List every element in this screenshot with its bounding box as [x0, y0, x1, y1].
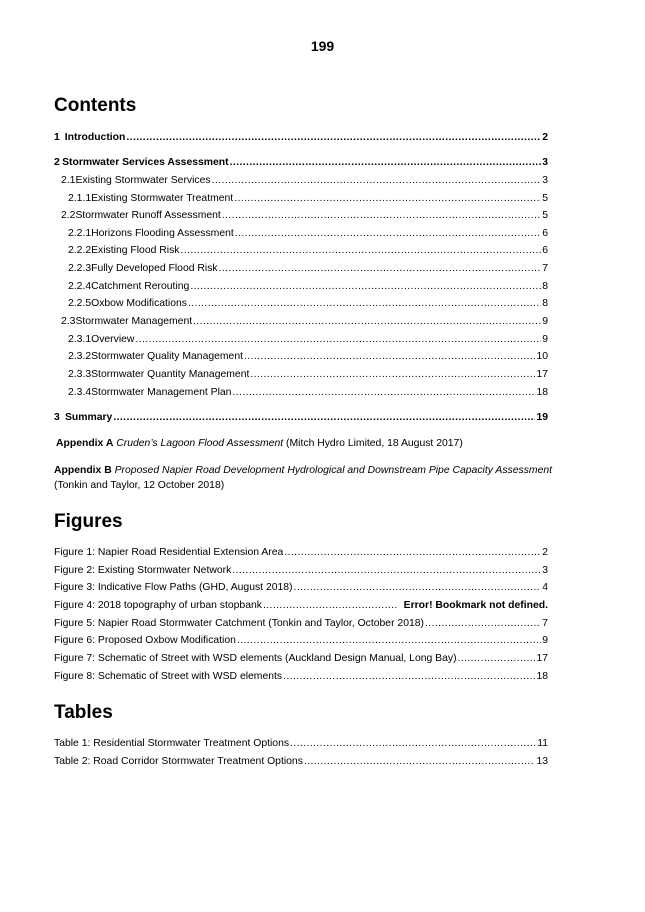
table-title: Table 1: Residential Stormwater Treatment Options	[54, 738, 290, 749]
toc-entry-2[interactable]	[54, 157, 548, 169]
toc-number: 2.3.2	[68, 351, 92, 362]
toc-page: 19	[536, 412, 548, 423]
dot-leader	[237, 635, 541, 647]
toc-title: Stormwater Management	[75, 316, 193, 327]
toc-page: 6	[542, 245, 548, 256]
toc-page: 17	[536, 369, 548, 380]
toc-entry-2-1-1[interactable]	[54, 193, 548, 205]
toc-page: 7	[542, 263, 548, 274]
toc-number: 2.2.2	[68, 245, 92, 256]
table-title: Table 2: Road Corridor Stormwater Treatment Options	[54, 756, 303, 767]
dot-leader	[284, 547, 541, 559]
toc-title: Existing Stormwater Services	[75, 175, 211, 186]
contents-heading: Contents	[54, 95, 137, 116]
toc-title: Stormwater Quality Management	[91, 351, 244, 362]
figure-page: 3	[542, 565, 548, 576]
toc-number: 1	[54, 132, 60, 143]
appendix-b	[54, 463, 592, 493]
figure-title: Figure 3: Indicative Flow Paths (GHD, August 2018)	[54, 582, 293, 593]
figure-title: Figure 4: 2018 topography of urban stopbank	[54, 600, 262, 611]
toc-number: 2.3.3	[68, 369, 92, 380]
toc-page: 9	[542, 316, 548, 327]
figure-page: 17	[536, 653, 548, 664]
figure-title: Figure 2: Existing Stormwater Network	[54, 565, 232, 576]
bookmark-error: Error! Bookmark not defined.	[403, 600, 548, 611]
toc-page: 6	[542, 228, 548, 239]
dot-leader	[180, 245, 541, 257]
figure-page: 2	[542, 547, 548, 558]
toc-number: 2.3	[61, 316, 76, 327]
figure-entry[interactable]	[54, 547, 548, 559]
toc-title: Stormwater Quantity Management	[91, 369, 250, 380]
figure-page: 7	[542, 618, 548, 629]
figure-entry[interactable]	[54, 565, 548, 577]
toc-page: 8	[542, 298, 548, 309]
toc-entry-2-2-2[interactable]	[54, 245, 548, 257]
toc-number: 2.3.1	[68, 334, 92, 345]
toc-number: 2.1.1	[68, 193, 92, 204]
toc-number: 2	[54, 157, 60, 168]
toc-entry-2-3[interactable]	[54, 316, 548, 328]
toc-entry-2-3-4[interactable]	[54, 387, 548, 399]
toc-page: 2	[542, 132, 548, 143]
toc-title: Stormwater Services Assessment	[62, 157, 229, 168]
toc-number: 2.1	[61, 175, 76, 186]
figure-title: Figure 7: Schematic of Street with WSD elements (Auckland Design Manual, Long Bay)	[54, 653, 457, 664]
toc-page: 18	[536, 387, 548, 398]
dot-leader	[193, 316, 541, 328]
appendix-a-title: Cruden’s Lagoon Flood Assessment	[116, 438, 284, 449]
dot-leader	[290, 738, 536, 750]
dot-leader	[304, 756, 536, 768]
toc-entry-2-2-3[interactable]	[54, 263, 548, 275]
toc-entry-2-2-1[interactable]	[54, 228, 548, 240]
figure-title: Figure 8: Schematic of Street with WSD elements	[54, 671, 283, 682]
dot-leader	[232, 387, 535, 399]
toc-number: 2.2.1	[68, 228, 92, 239]
toc-title: Catchment Rerouting	[91, 281, 190, 292]
figure-title: Figure 1: Napier Road Residential Extension Area	[54, 547, 284, 558]
table-entry[interactable]	[54, 756, 548, 768]
dot-leader	[113, 412, 535, 424]
dot-leader	[294, 582, 542, 594]
figure-page: 4	[542, 582, 548, 593]
figure-entry[interactable]	[54, 600, 548, 612]
toc-entry-3[interactable]	[54, 412, 548, 424]
toc-number: 2.2.5	[68, 298, 92, 309]
dot-leader	[190, 281, 541, 293]
dot-leader	[230, 157, 542, 169]
figure-entry[interactable]	[54, 653, 548, 665]
figure-title: Figure 5: Napier Road Stormwater Catchment (Tonkin and Taylor, October 2018)	[54, 618, 425, 629]
table-page: 13	[536, 756, 548, 767]
toc-entry-2-2-5[interactable]	[54, 298, 548, 310]
toc-number: 2.2.4	[68, 281, 92, 292]
dot-leader	[222, 210, 541, 222]
toc-title: Stormwater Runoff Assessment	[75, 210, 221, 221]
table-page: 11	[537, 738, 548, 749]
figure-page: 9	[542, 635, 548, 646]
toc-number: 2.3.4	[68, 387, 92, 398]
dot-leader	[135, 334, 541, 346]
toc-page: 10	[536, 351, 548, 362]
toc-number: 2.2.3	[68, 263, 92, 274]
toc-entry-2-2-4[interactable]	[54, 281, 548, 293]
dot-leader	[232, 565, 541, 577]
figure-page: 18	[536, 671, 548, 682]
dot-leader	[458, 653, 536, 665]
dot-leader	[263, 600, 398, 612]
dot-leader	[219, 263, 542, 275]
figures-heading: Figures	[54, 511, 123, 532]
figure-entry[interactable]	[54, 671, 548, 683]
toc-title: Fully Developed Flood Risk	[91, 263, 218, 274]
toc-title: Stormwater Management Plan	[91, 387, 232, 398]
toc-title: Existing Flood Risk	[91, 245, 180, 256]
toc-page: 3	[542, 157, 548, 168]
dot-leader	[425, 618, 541, 630]
figure-entry[interactable]	[54, 635, 548, 647]
appendix-b-label: Appendix B	[54, 465, 112, 476]
appendix-b-title: Proposed Napier Road Development Hydrological and Downstream Pipe Capacity Assessment	[114, 465, 553, 476]
toc-number: 3	[54, 412, 60, 423]
appendix-a-label: Appendix A	[56, 438, 114, 449]
dot-leader	[235, 228, 541, 240]
appendix-a	[54, 436, 594, 451]
figure-entry[interactable]	[54, 618, 548, 630]
toc-number: 2.2	[61, 210, 76, 221]
appendix-a-source: (Mitch Hydro Limited, 18 August 2017)	[283, 438, 463, 449]
table-entry[interactable]	[54, 738, 548, 750]
toc-title: Oxbow Modifications	[91, 298, 187, 309]
toc-page: 3	[542, 175, 548, 186]
toc-entry-1[interactable]	[54, 132, 548, 144]
dot-leader	[188, 298, 541, 310]
toc-entry-2-1[interactable]	[54, 175, 548, 187]
toc-page: 8	[542, 281, 548, 292]
figure-title: Figure 6: Proposed Oxbow Modification	[54, 635, 236, 646]
appendix-b-source: (Tonkin and Taylor, 12 October 2018)	[54, 480, 225, 491]
toc-title: Horizons Flooding Assessment	[91, 228, 234, 239]
toc-title: Summary	[64, 412, 113, 423]
dot-leader	[250, 369, 535, 381]
toc-page: 5	[542, 210, 548, 221]
toc-entry-2-3-2[interactable]	[54, 351, 548, 363]
toc-page: 5	[542, 193, 548, 204]
toc-entry-2-3-3[interactable]	[54, 369, 548, 381]
toc-entry-2-2[interactable]	[54, 210, 548, 222]
dot-leader	[212, 175, 542, 187]
figure-entry[interactable]	[54, 582, 548, 594]
tables-heading: Tables	[54, 702, 113, 723]
dot-leader	[234, 193, 541, 205]
toc-page: 9	[542, 334, 548, 345]
page-number: 199	[310, 38, 335, 54]
dot-leader	[244, 351, 535, 363]
toc-title: Overview	[91, 334, 135, 345]
toc-title: Introduction	[64, 132, 126, 143]
dot-leader	[283, 671, 535, 683]
dot-leader	[126, 132, 541, 144]
toc-entry-2-3-1[interactable]	[54, 334, 548, 346]
toc-title: Existing Stormwater Treatment	[91, 193, 234, 204]
